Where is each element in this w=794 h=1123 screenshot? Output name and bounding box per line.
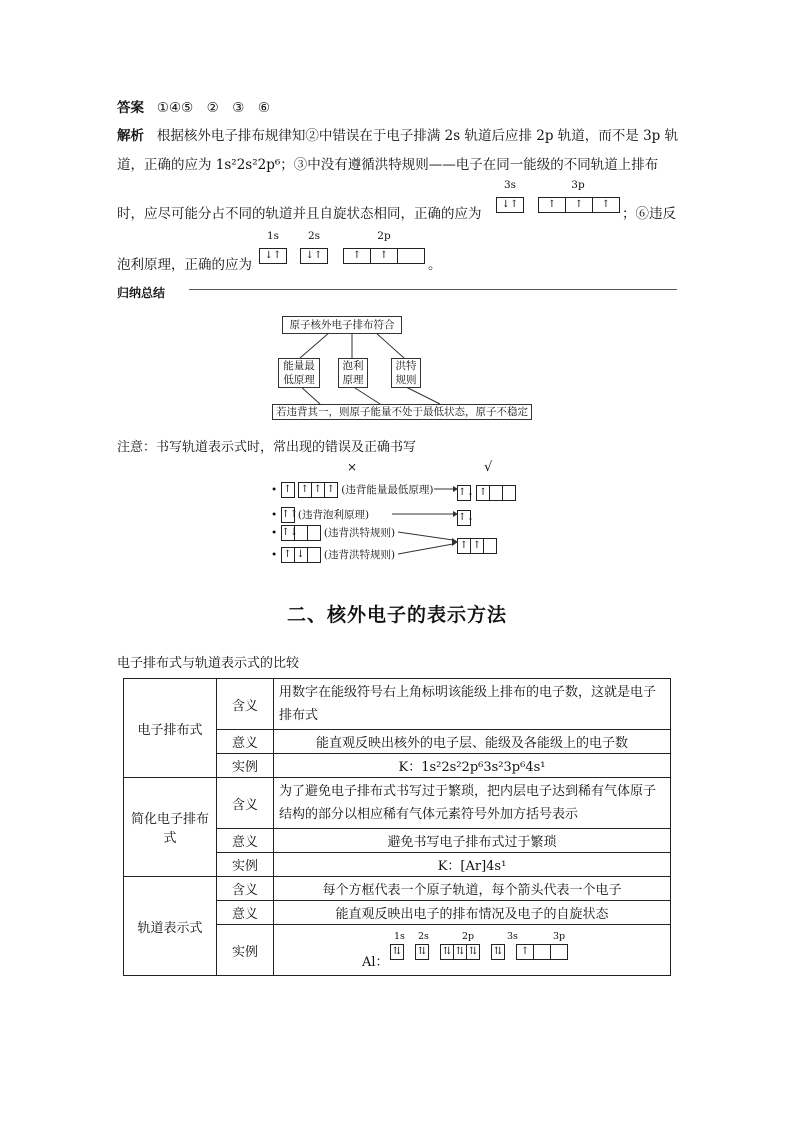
error-2-label: (违背泡利原理) <box>297 509 370 521</box>
table-sub: 含义 <box>217 778 274 829</box>
analysis-text-4b: 。 <box>428 257 442 273</box>
correct-row-1: ↑↓ ↑ <box>457 482 516 501</box>
orbital-label-2s: 2s <box>307 230 321 242</box>
table-cell: 每个方框代表一个原子轨道，每个箭头代表一个电子 <box>274 877 671 901</box>
diagram-node-energy: 能量最低原理 <box>278 358 320 388</box>
al-orb-label: 2p <box>462 931 475 942</box>
table-cell: 避免书写电子排布式过于繁琐 <box>274 829 671 853</box>
error-1-label: (违背能量最低原理) <box>341 484 434 496</box>
comparison-table <box>123 678 671 976</box>
correct-row-3: ↑ ↑ <box>457 535 497 554</box>
error-row-2: • ↑↑ (违背泡利原理) <box>271 509 370 521</box>
al-orb-label: 1s <box>394 931 405 942</box>
al-orbital-cell: Al： 1s 2s 2p 3s 3p ⇅ ⇅ ⇅ ⇅ ⇅ ⇅ ↑ <box>274 925 671 976</box>
table-row <box>124 679 671 730</box>
table-sub: 实例 <box>217 853 274 877</box>
table-row <box>124 877 671 901</box>
summary-label: 归纳总结 <box>117 286 166 300</box>
table-sub: 意义 <box>217 901 274 925</box>
section-title: 二、核外电子的表示方法 <box>286 604 507 626</box>
al-label: Al： <box>362 955 389 970</box>
al-orb-label: 3p <box>553 931 566 942</box>
table-cat-2: 简化电子排布式 <box>124 778 217 877</box>
table-row <box>124 778 671 829</box>
error-4-label: (违背洪特规则) <box>323 549 396 561</box>
diagram-node-pauli: 泡利原理 <box>338 358 368 388</box>
analysis-text-1: 根据核外电子排布规律知②中错误在于电子排满 2s 轨道后应排 2p 轨道，而不是 3p 轨 <box>156 128 679 144</box>
al-orb-label: 3s <box>507 931 518 942</box>
note-text: 注意：书写轨道表示式时，常出现的错误及正确书写 <box>117 440 417 455</box>
table-cell: 能直观反映出电子的排布情况及电子的自旋状态 <box>274 901 671 925</box>
diagram-bottom-node: 若违背其一，则原子能量不处于最低状态，原子不稳定 <box>272 404 532 420</box>
table-caption: 电子排布式与轨道表示式的比较 <box>117 656 300 671</box>
table-cat-1: 电子排布式 <box>124 679 217 778</box>
diagram-node-hund: 洪特规则 <box>391 358 421 388</box>
analysis-text-3b: ；⑥违反 <box>622 206 676 222</box>
diagram-top-node: 原子核外电子排布符合 <box>282 316 402 334</box>
analysis-label: 解析 <box>117 128 144 144</box>
table-sub: 意义 <box>217 829 274 853</box>
error-3-label: (违背洪特规则) <box>323 527 396 539</box>
table-sub: 含义 <box>217 877 274 901</box>
wrong-mark: × <box>347 460 358 474</box>
orbital-2s-correct: 2s ↓↑ <box>300 245 328 264</box>
analysis-text-3: 时，应尽可能分占不同的轨道并且自旋状态相同，正确的应为 <box>117 206 482 222</box>
error-row-1: • ↑ ↑ ↑ ↑ (违背能量最低原理) <box>271 484 434 496</box>
table-cell: 用数字在能级符号右上角标明该能级上排布的电子数，这就是电子排布式 <box>274 679 671 730</box>
table-sub: 含义 <box>217 679 274 730</box>
orbital-3p-correct: 3p ↑ ↑ ↑ <box>538 194 618 213</box>
analysis-text-2: 道，正确的应为 1s²2s²2p⁶；③中没有遵循洪特规则——电子在同一能级的不同轨道上排布 <box>117 157 659 173</box>
al-orb-label: 2s <box>418 931 429 942</box>
orbital-label-1s: 1s <box>266 230 280 242</box>
table-cell: K：1s²2s²2p⁶3s²3p⁶4s¹ <box>274 754 671 778</box>
table-cell: 能直观反映出核外的电子层、能级及各能级上的电子数 <box>274 730 671 754</box>
orbital-3s-correct: 3s ↓↑ <box>496 194 524 213</box>
table-sub: 实例 <box>217 925 274 976</box>
orbital-2p-correct: 2p ↑ ↑ <box>343 245 425 264</box>
right-mark: √ <box>484 460 493 475</box>
orbital-label-2p: 2p <box>377 230 391 242</box>
correct-row-2: ↑↓ <box>457 507 471 526</box>
answer-value: ①④⑤ ② ③ ⑥ <box>156 100 270 116</box>
error-row-4: • ↑ ↓ (违背洪特规则) <box>271 549 396 561</box>
error-row-3: • ↑↓ (违背洪特规则) <box>271 527 396 539</box>
table-cell: 为了避免电子排布式书写过于繁琐，把内层电子达到稀有气体原子结构的部分以相应稀有气体元素符号外加方括号表示 <box>274 778 671 829</box>
orbital-1s-correct: 1s ↓↑ <box>259 245 287 264</box>
table-cell: K：[Ar]4s¹ <box>274 853 671 877</box>
table-sub: 实例 <box>217 754 274 778</box>
table-cat-3: 轨道表示式 <box>124 877 217 976</box>
table-sub: 意义 <box>217 730 274 754</box>
answer-label: 答案 <box>117 100 144 116</box>
analysis-text-4: 泡利原理，正确的应为 <box>117 257 252 273</box>
orbital-label-3s: 3s <box>503 179 517 191</box>
orbital-label-3p: 3p <box>571 179 585 191</box>
